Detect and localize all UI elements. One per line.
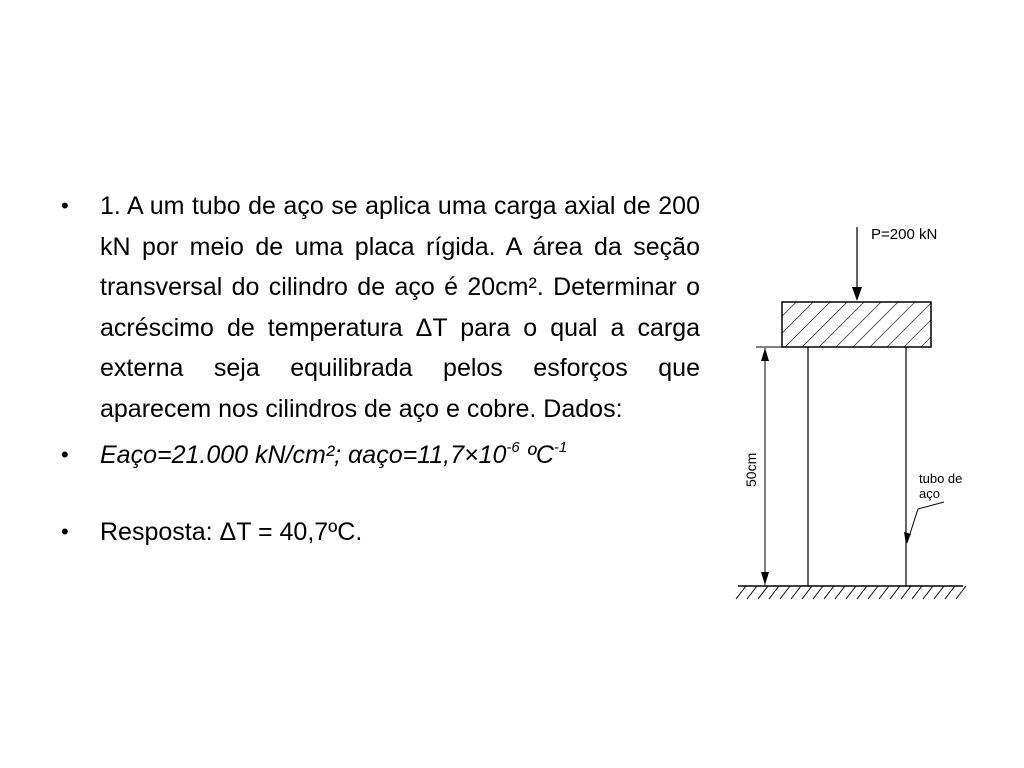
bullet-dot: • [61,193,69,218]
tube-label-line2: aço [919,486,940,501]
ground-hatch [736,586,966,599]
bullet-given-data [58,435,700,476]
tube-label-line1: tubo de [919,471,963,486]
height-label: 50cm [743,452,759,487]
tube-diagram [730,215,980,610]
given-data-unit: ºC [519,441,554,469]
bullet-dot: • [61,518,69,544]
dimension-arrow-bottom [761,572,769,585]
bullet-answer [58,512,700,553]
load-label: P=200 kN [871,226,938,243]
load-arrow-head [852,287,862,301]
problem-statement-text: 1. A um tubo de aço se aplica uma carga axial de 200 kN por meio de uma placa rígida. A área da seção transversal do cilindro de aço é 20cm². Determinar o acréscimo de temperatura ΔT para o qual a carga externa seja equilibrada pelos esforços que aparecem nos cilindros de aço e cobre. Dados: [100,192,700,423]
dimension-arrow-top [761,348,769,361]
exponent-1: -6 [506,439,520,456]
bullet-list [58,186,700,552]
rigid-plate [782,302,931,347]
bullet-dot: • [61,442,69,467]
answer-text: Resposta: ΔT = 40,7ºC. [100,517,363,546]
bullet-problem-statement [58,186,700,429]
tube-label-leader [907,502,944,543]
exponent-2: -1 [553,439,568,456]
given-data-text: Eaço=21.000 kN/cm²; αaço=11,7×10 [100,441,507,469]
